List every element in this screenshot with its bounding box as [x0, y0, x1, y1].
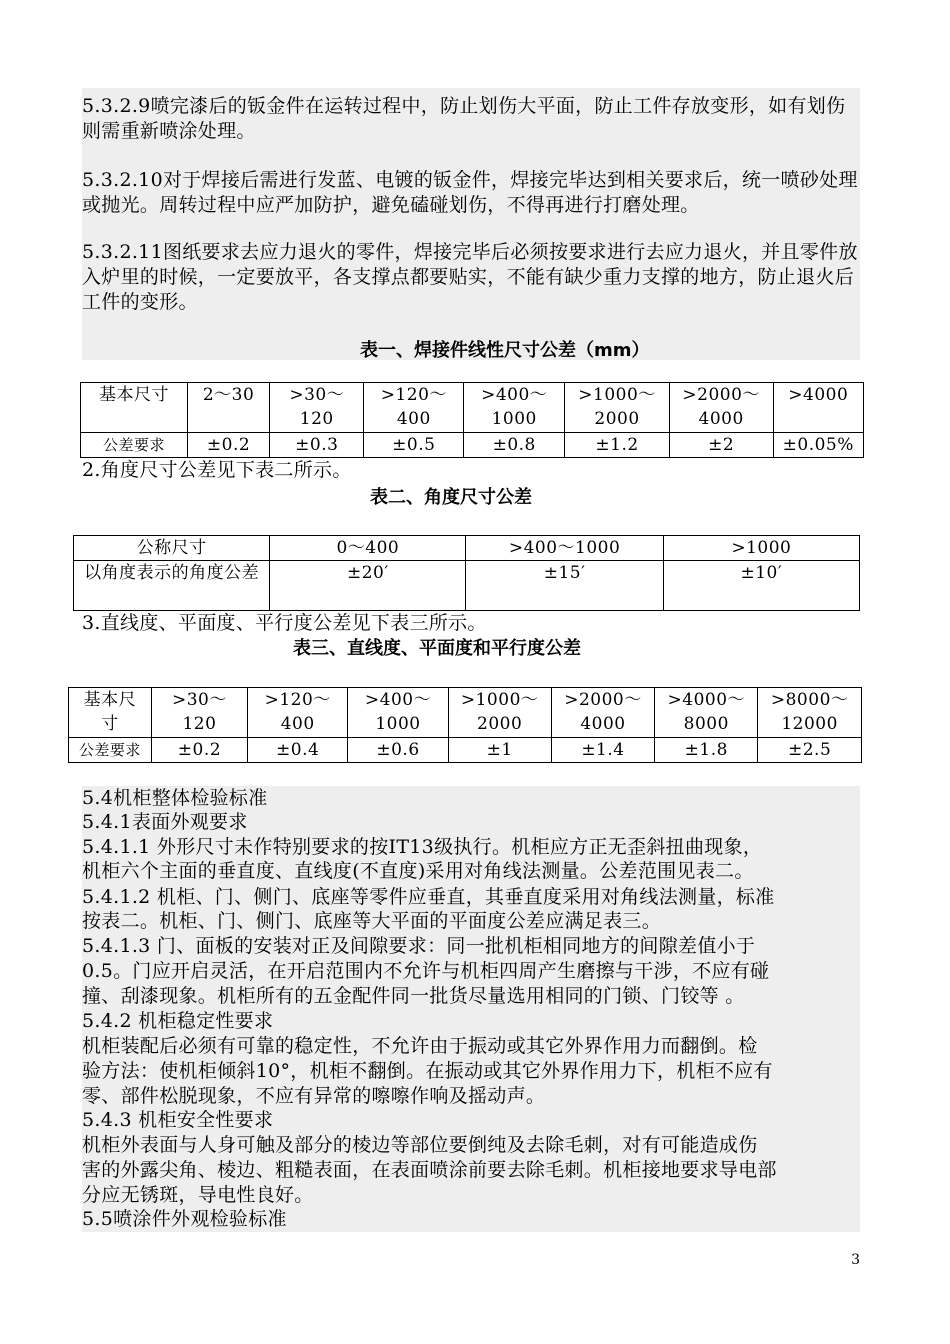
table1-header-cell: >400～1000	[464, 383, 565, 433]
paragraph-5-3-2-10: 5.3.2.10对于焊接后需进行发蓝、电镀的钣金件，焊接完毕达到相关要求后，统一喷砂处理或抛光。周转过程中应严加防护，避免磕碰划伤，不得再进行打磨处理。	[82, 169, 858, 216]
table3-value-cell: ±1.8	[655, 738, 758, 763]
body-line: 按表二。机柜、门、侧门、底座等大平面的平面度公差应满足表三。	[82, 910, 662, 932]
section-heading-5-5: 5.5喷涂件外观检验标准	[82, 1208, 287, 1230]
table2-header-cell: >400～1000	[466, 536, 663, 561]
section-heading-5-4-1: 5.4.1表面外观要求	[82, 811, 248, 833]
table2-header-cell: >1000	[663, 536, 859, 561]
table1-header-cell: >2000～4000	[669, 383, 773, 433]
table3-header-cell: >30～120	[151, 688, 247, 738]
body-line: 验方法：使机柜倾斜10°，机柜不翻倒。在振动或其它外界作用力下，机柜不应有	[82, 1060, 773, 1082]
table3-row-label: 公差要求	[69, 738, 152, 763]
table3-header-cell: >4000～8000	[655, 688, 758, 738]
table1-header-cell: >30～120	[270, 383, 364, 433]
table1-value-cell: ±1.2	[565, 433, 669, 458]
table3-header-cell: >1000～2000	[448, 688, 551, 738]
table1-row-label: 公差要求	[81, 433, 188, 458]
table3-header-cell: >400～1000	[348, 688, 448, 738]
body-line: 害的外露尖角、棱边、粗糙表面，在表面喷涂前要去除毛刺。机柜接地要求导电部	[82, 1159, 777, 1181]
table1-value-cell: ±0.3	[270, 433, 364, 458]
body-line: 机柜六个主面的垂直度、直线度(不直度)采用对角线法测量。公差范围见表二。	[82, 860, 754, 882]
table1-header-cell: 2～30	[188, 383, 270, 433]
table1-header-label: 基本尺寸	[81, 383, 188, 433]
table2-row-label: 以角度表示的角度公差	[74, 561, 270, 611]
body-line: 5.4.1.3 门、面板的安装对正及间隙要求：同一批机柜相同地方的间隙差值小于	[82, 935, 756, 957]
table3	[68, 687, 862, 763]
table1-value-cell: ±0.8	[464, 433, 565, 458]
table1-header-cell: >1000～2000	[565, 383, 669, 433]
table3-header-cell: >2000～4000	[551, 688, 655, 738]
table2-value-cell: ±15′	[466, 561, 663, 611]
table1-value-cell: ±2	[669, 433, 773, 458]
body-line: 机柜装配后必须有可靠的稳定性，不允许由于振动或其它外界作用力而翻倒。检	[82, 1035, 758, 1057]
table2-header-cell: 0～400	[270, 536, 466, 561]
body-line: 撞、刮漆现象。机柜所有的五金配件同一批货尽量选用相同的门锁、门铰等 。	[82, 985, 745, 1007]
note-angle-tolerance: 2.角度尺寸公差见下表二所示。	[82, 459, 352, 481]
table3-header-cell: >8000～12000	[758, 688, 862, 738]
table3-value-cell: ±0.6	[348, 738, 448, 763]
table1	[80, 382, 864, 458]
table2-value-cell: ±10′	[663, 561, 859, 611]
table1-value-cell: ±0.05%	[773, 433, 863, 458]
table1-caption: 表一、焊接件线性尺寸公差（mm）	[360, 340, 650, 361]
table2	[73, 535, 860, 611]
paragraph-5-3-2-11: 5.3.2.11图纸要求去应力退火的零件，焊接完毕后必须按要求进行去应力退火，并且零件放入炉里的时候，一定要放平，各支撑点都要贴实，不能有缺少重力支撑的地方，防止退火后工件的变形。	[82, 241, 858, 313]
table3-value-cell: ±0.2	[151, 738, 247, 763]
table2-header-label: 公称尺寸	[74, 536, 270, 561]
body-line: 5.4.1.1 外形尺寸未作特别要求的按IT13级执行。机柜应方正无歪斜扭曲现象，	[82, 836, 763, 858]
page-number: 3	[851, 1252, 860, 1268]
section-heading-5-4-2: 5.4.2 机柜稳定性要求	[82, 1010, 274, 1032]
table3-header-label: 基本尺寸	[69, 688, 152, 738]
body-line: 分应无锈斑，导电性良好。	[82, 1184, 314, 1206]
table2-caption: 表二、角度尺寸公差	[370, 487, 532, 508]
note-straightness-tolerance: 3.直线度、平面度、平行度公差见下表三所示。	[82, 612, 487, 634]
paragraph-5-3-2-9: 5.3.2.9喷完漆后的钣金件在运转过程中，防止划伤大平面，防止工件存放变形，如有划伤则需重新喷涂处理。	[82, 95, 846, 142]
table3-value-cell: ±1.4	[551, 738, 655, 763]
section-heading-5-4-3: 5.4.3 机柜安全性要求	[82, 1109, 274, 1131]
table3-header-cell: >120～400	[248, 688, 348, 738]
table3-value-cell: ±2.5	[758, 738, 862, 763]
table2-value-cell: ±20′	[270, 561, 466, 611]
table3-value-cell: ±1	[448, 738, 551, 763]
table1-header-cell: >120～400	[364, 383, 464, 433]
table1-header-cell: >4000	[773, 383, 863, 433]
body-line: 5.4.1.2 机柜、门、侧门、底座等零件应垂直，其垂直度采用对角线法测量，标准	[82, 886, 775, 908]
table1-value-cell: ±0.5	[364, 433, 464, 458]
body-line: 0.5。门应开启灵活，在开启范围内不允许与机柜四周产生磨擦与干涉，不应有碰	[82, 960, 770, 982]
body-line: 机柜外表面与人身可触及部分的棱边等部位要倒纯及去除毛刺，对有可能造成伤	[82, 1134, 758, 1156]
table3-caption: 表三、直线度、平面度和平行度公差	[293, 638, 581, 659]
table3-value-cell: ±0.4	[248, 738, 348, 763]
body-line: 零、部件松脱现象，不应有异常的嚓嚓作响及摇动声。	[82, 1085, 546, 1107]
table1-value-cell: ±0.2	[188, 433, 270, 458]
section-heading-5-4: 5.4机柜整体检验标准	[82, 787, 268, 809]
